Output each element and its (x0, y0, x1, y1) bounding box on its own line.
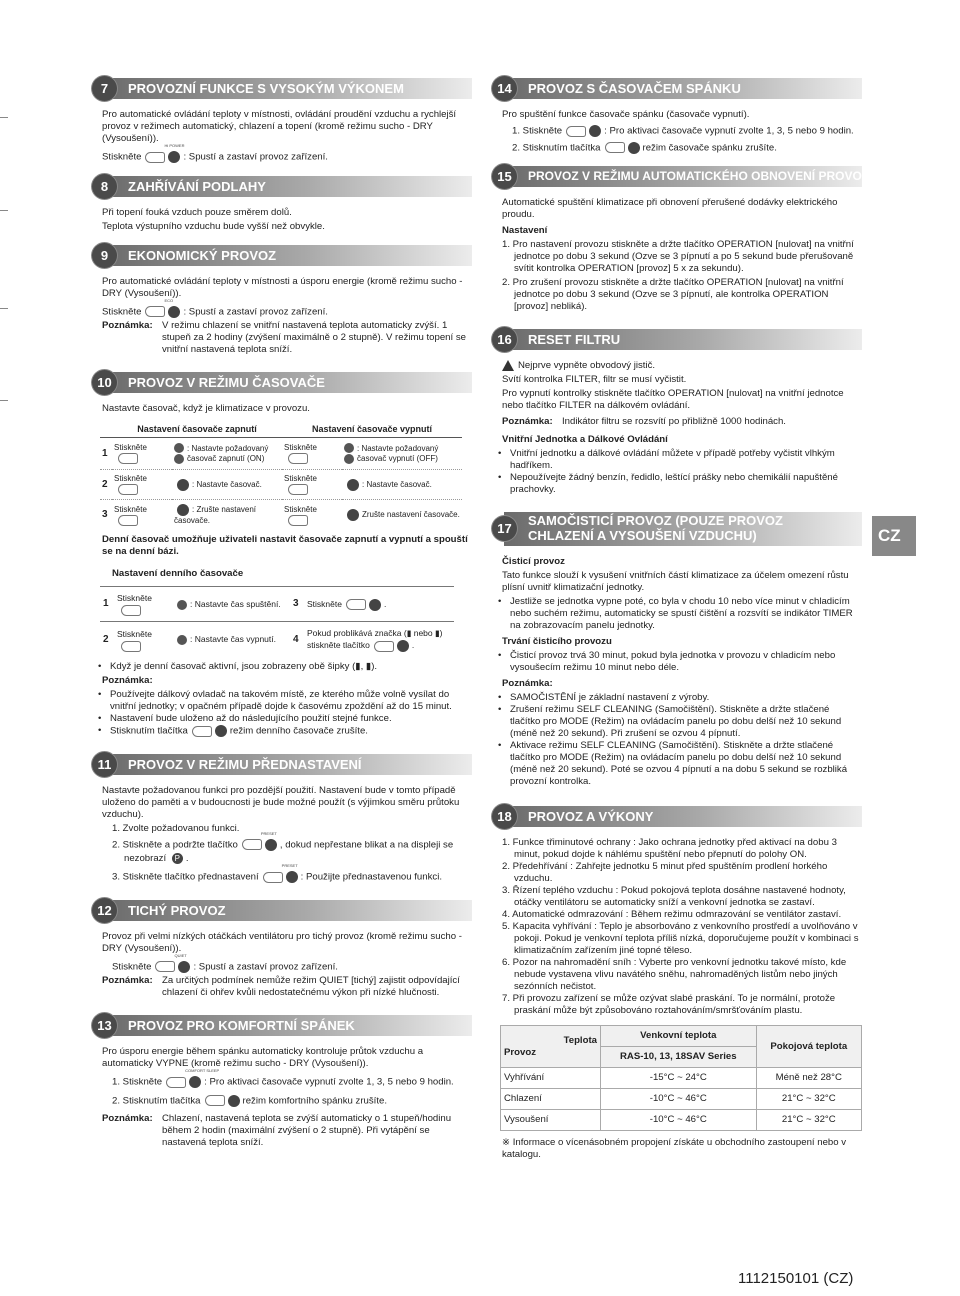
section-11: 11 PROVOZ V REŽIMU PŘEDNASTAVENÍ Nastavte požadovanou funkci pro pozdější použití. Nastavení bude v tomto případě uloženo do paměti a v budoucnosti je bude možné použít (s výjimkou směru průtoku vzduchu). 1. Zvolte požadovanou funkci. 2. Stiskněte a podržte tlačítko PRESET , dokud nepřestane blikat a na displeji se nezobrazí P . 3. Stiskněte tlačítko přednastavení PRESET : Použijte přednastavenou funkci. (92, 752, 472, 884)
section-15: 15 PROVOZ V REŽIMU AUTOMATICKÉHO OBNOVENÍ PROVOZU Automatické spuštění klimatizace při obnovení přerušené dodávky elektrického proudu. Nastavení 1. Pro nastavení provozu stiskněte a držte tlačítko OPERATION [nulovat] na vnitřní jednotce po dobu 3 sekund (Ozve se 3 pípnutí a po 5 sekund bude přerušovaně svítit kontrolka OPERATION [provoz] 5 x za sekundu). 2. Pro zrušení provozu stiskněte a držte tlačítko OPERATION [nulovat] na vnitřní jednotce po dobu 3 sekund (Ozve se 3 pípnutí, ale kontrolka OPERATION [provoz] nebliká). (492, 164, 862, 313)
section-8: 8 ZAHŘÍVÁNÍ PODLAHY Při topení fouká vzduch pouze směrem dolů. Teplota výstupního vzduchu bude vyšší než obvykle. (92, 174, 472, 233)
section-17: 17 SAMOČISTICÍ PROVOZ (POUZE PROVOZ CHLAZENÍ A VYSOUŠENÍ VZDUCHU) Čisticí provoz Tato funkce slouží k vysušení vnitřních částí klimatizace za účelem omezení růstu plísní uvnitř klimatizační jednotky. • Jestliže se jednotka vypne poté, co byla v chodu 10 nebo více minut v chladicím nebo suchém režimu, automaticky se spustí čištění a rozsvítí se indikátor TIMER na zobrazovacím panelu jednotky. Trvání čisticího provozu • Čisticí provoz trvá 30 minut, pokud byla jednotka v provozu v chladicím nebo vysoušecím režimu 10 minut nebo déle. Poznámka: • SAMOČISTĚNÍ je základní nastavení z výroby. • Zrušení režimu SELF CLEANING (Samočištění). Stiskněte a držte stlačené tlačítko pro MODE (Režim) na ovládacím panelu po dobu delší než 10 sekund (méně než 20 sekund). Při zrušení se ozvou 4 pípnutí. • Aktivace režimu SELF CLEANING (Samočištění). Stiskněte a držte stlačené tlačítko pro MODE (Režim) na ovládacím panelu po dobu delší než 10 sekund (méně než 20 sekund). Poté se ozvou 4 pípnutí a na dobu 5 sekund se rozbliká provozní kontrolka. (492, 510, 862, 788)
operating-range-table: Teplota Provoz Venkovní teplota Pokojová teplota RAS-10, 13, 18SAV Series Vyhřívání -15°C ~ 24°C Méně než 28°C Chlazení -10°C ~ 46°C 21°C ~ 32°C Vysoušení -10°C ~ 46°C 21°C ~ 32°C (500, 1025, 862, 1131)
hi-power-button-icon: Hi POWER (168, 151, 180, 163)
margin-mark (0, 117, 8, 118)
document-code: 1112150101 (CZ) (738, 1270, 854, 1287)
hand-icon (145, 152, 165, 163)
section-18: 18 PROVOZ A VÝKONY 1. Funkce třiminutové ochrany : Jako ochrana jednotky před aktivací na dobu 3 minut, pokud dojde k náhlému spuštění nebo přepnutí do polohy ON. 2. Předehřívání : Zahřejte jednotku 5 minut před spuštěním prodlení horkého vzduchu. 3. Řízení teplého vzduchu : Pokud pokojová teplota dosáhne nastavené hodnoty, otáčky ventilátoru se automaticky sníží a venkovní jednotka se zastaví. 4. Automatické odmrazování : Během režimu odmrazování se ventilátor zastaví. 5. Kapacita vyhřívání : Teplo je absorbováno z venkovního prostředí a uvolňováno v pokoji. Pokud je venkovní teplota příliš nízká, doporučujeme použít v kombinaci s klimatizačním zařízením jiné topné těleso. 6. Pozor na nahromadění sníh : Vyberte pro venkovní jednotku takové místo, kde nebude vystavena vlivu navátého sněhu, nahromaděných listům nebo jiných sezónních nečistot. 7. Při provozu zařízení se může ozývat slabé praskání. To je normální, protože praskání může být způsobováno roztahováním/smršťováním plastu. Teplota Provoz Venkovní teplota Pokojová teplota RAS-10, 13, 18SAV Series Vyhřívání -15°C ~ 24°C Méně než 28°C Chlazení -10°C ~ 46°C 21°C ~ 32°C Vysoušení -10°C ~ 46°C 21°C ~ 32°C ※ Informace o vícenásobném propojení získáte u obchodního zastoupení nebo v katalogu. (492, 804, 862, 1161)
preset-button-icon: PRESET (286, 871, 298, 883)
sleep-button-icon (589, 125, 601, 137)
table-row: Vysoušení -10°C ~ 46°C 21°C ~ 32°C (501, 1110, 862, 1131)
hand-icon (145, 306, 165, 317)
hand-icon (118, 453, 138, 464)
section-text: Pro automatické ovládání teploty v místnosti, ovládání proudění vzduchu a rychlejší provoz v režimech automatický, chlazení a topení (kromě režimu sucho - DRY (Vysoušení)). (102, 109, 457, 144)
set-button-icon (347, 479, 359, 491)
set-button-icon (177, 479, 189, 491)
comfort-sleep-button-icon: COMFORT SLEEP (189, 1076, 201, 1088)
clr-button-icon (177, 504, 189, 516)
up-arrow-icon (174, 443, 184, 453)
margin-mark (0, 210, 8, 211)
right-column (492, 76, 878, 1171)
table-row: Vyhřívání -15°C ~ 24°C Méně než 28°C (501, 1068, 862, 1089)
section-16: 16 RESET FILTRU Nejprve vypněte obvodový jistič. Svítí kontrolka FILTER, filtr se musí vyčistit. Pro vypnutí kontrolky stiskněte tlačítko OPERATION [nulovat] na vnitřní jednotce nebo tlačítko FILTER na dálkovém ovládání. Poznámka: Indikátor filtru se rozsvítí po přibližně 1000 hodinách. Vnitřní Jednotka a Dálkové Ovládání • Vnitřní jednotku a dálkové ovládání můžete v případě potřeby vyčistit vlhkým hadříkem. • Nepoužívejte žádný benzín, ředidlo, leštící prášky nebo chemikálií napuštěné prachovky. (492, 327, 862, 496)
section-14: 14 PROVOZ S ČASOVAČEM SPÁNKU Pro spuštění funkce časovače spánku (časovače vypnutí). 1. Stiskněte : Pro aktivaci časovače vypnutí zvolte 1, 3, 5 nebo 9 hodin. 2. Stisknutím tlačítka režim časovače spánku zrušíte. (492, 76, 862, 154)
p-symbol-icon: P (172, 853, 183, 864)
timer-table: Nastavení časovače zapnutí Nastavení časovače vypnutí 1 Stiskněte : Nastavte požadovaný časovač zapnutí (ON) Stiskněte : Nastavte požadovaný časovač vypnutí (OFF) 2 Stiskněte : Nastavte časovač. Stiskněte : Nastavte časovač. 3 Stiskněte : Zrušte nastavení časovače. Stiskněte Zrušte nastavení časovače. (100, 421, 462, 530)
daily-timer-table: 1 Stiskněte : Nastavte čas spuštění. 3 Stiskněte . 2 Stiskněte : Nastavte čas vypnutí. 4 Pokud problikává značka (▮ nebo ▮) stiskněte tlačítko . (100, 586, 454, 657)
set-button-icon (397, 640, 409, 652)
clr-button-icon (228, 1095, 240, 1107)
hand-icon (288, 453, 308, 464)
section-12: 12 TICHÝ PROVOZ Provoz při velmi nízkých otáčkách ventilátoru pro tichý provoz (kromě režimu sucho - DRY (Vysoušení)). Stiskněte QUIET : Spustí a zastaví provoz zařízení. Poznámka: Za určitých podmínek nemůže režim QUIET [tichý] zajistit odpovídající chlazení či ohřev kvůli nedostatečnému výkon při nízké hlučnosti. (92, 898, 472, 1000)
margin-mark (0, 400, 8, 401)
section-number: 7 (92, 76, 117, 101)
section-7: 7 PROVOZNÍ FUNKCE S VYSOKÝM VÝKONEM Pro automatické ovládání teploty v místnosti, ovládání proudění vzduchu a rychlejší provoz v režimech automatický, chlazení a topení (kromě režimu sucho - DRY (Vysoušení)). Stiskněte Hi POWER : Spustí a zastaví provoz zařízení. (92, 76, 472, 164)
section-title: PROVOZNÍ FUNKCE S VYSOKÝM VÝKONEM (128, 81, 404, 96)
quiet-button-icon: QUIET (178, 961, 190, 973)
clr-button-icon (215, 725, 227, 737)
section-10: 10 PROVOZ V REŽIMU ČASOVAČE Nastavte časovač, když je klimatizace v provozu. Nastavení časovače zapnutí Nastavení časovače vypnutí 1 Stiskněte : Nastavte požadovaný časovač zapnutí (ON) Stiskněte : Nastavte požadovaný časovač vypnutí (OFF) 2 Stiskněte : Nastavte časovač. Stiskněte : Nastavte časovač. 3 Stiskněte : Zrušte nastavení časovače. Stiskněte Zrušte nastavení časovače. Denní časovač umožňuje uživateli nastavit časovače zapnutí a vypnutí a spouští se na denní bázi. Nastavení denního časovače 1 Stiskněte : Nastavte čas spuštění. 3 Stiskněte . 2 Stiskněte : Nastavte čas vypnutí. 4 Pokud problikává značka (▮ nebo ▮) stiskněte tlačítko . • Když je denní časovač aktivní, jsou zobrazeny obě šipky (▮, ▮). Poznámka: • Používejte dálkový ovladač na takovém místě, ze kterého může volně vysílat do vnitřní jednotky; v opačném případě dojde k časovému zpoždění až do 15 minut. • Nastavení bude uloženo až do následujícího použití stejné funkce. • Stisknutím tlačítka režim denního časovače zrušíte. (92, 370, 472, 738)
language-tab: CZ (872, 516, 916, 556)
preset-button-icon: PRESET (265, 839, 277, 851)
table-row: Chlazení -10°C ~ 46°C 21°C ~ 32°C (501, 1089, 862, 1110)
set-button-icon (369, 599, 381, 611)
down-arrow-icon (174, 454, 184, 464)
section-9: 9 EKONOMICKÝ PROVOZ Pro automatické ovládání teploty v místnosti a úsporu energie (kromě režimu sucho - DRY (Vysoušení)). Stiskněte ECO : Spustí a zastaví provoz zařízení. Poznámka: V režimu chlazení se vnitřní nastavená teplota automaticky zvýší. 1 stupeň za 2 hodiny (zvýšení maximálně o 2 stupně). V režimu topení se vnitřní nastavená teplota sníží. (92, 243, 472, 357)
clr-button-icon (628, 142, 640, 154)
left-column (92, 76, 472, 1159)
margin-mark (0, 308, 8, 309)
eco-button-icon: ECO (168, 306, 180, 318)
section-13: 13 PROVOZ PRO KOMFORTNÍ SPÁNEK Pro úsporu energie během spánku automaticky kontroluje průtok vzduchu a automaticky VYPNE (kromě režimu sucho - DRY (Vysoušení)). 1. Stiskněte COMFORT SLEEP : Pro aktivaci časovače vypnutí zvolte 1, 3, 5 nebo 9 hodin. 2. Stisknutím tlačítka režim komfortního spánku zrušíte. Poznámka: Chlazení, nastavená teplota se zvýší automaticky o 1 stupeň/hodinu během 2 hodin (maximální zvýšení o 2 stupně). Při vytápění se nastavená teplota sníží. (92, 1013, 472, 1149)
clr-button-icon (347, 509, 359, 521)
warning-icon (502, 360, 514, 371)
